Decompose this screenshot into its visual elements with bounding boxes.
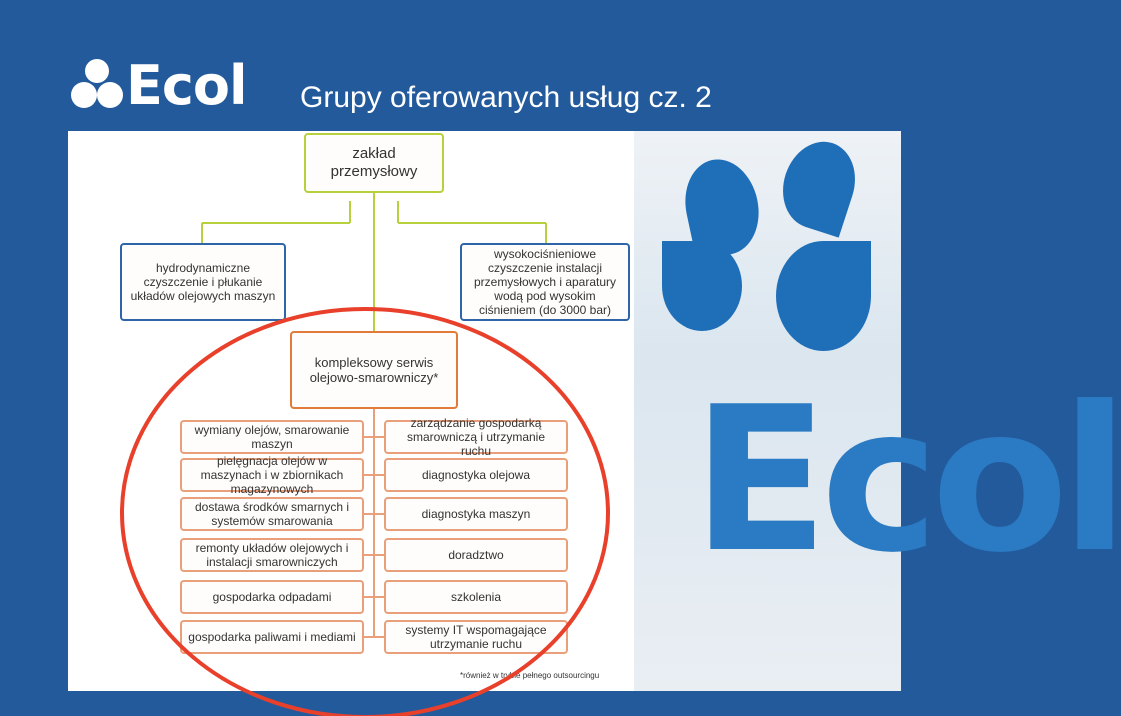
right-item-box: systemy IT wspomagające utrzymanie ruchu xyxy=(384,620,568,654)
left-blue-box: hydrodynamiczne czyszczenie i płukanie układów olejowych maszyn xyxy=(120,243,286,321)
core-box: kompleksowy serwis olejowo-smarowniczy* xyxy=(290,331,458,409)
right-item-box: diagnostyka olejowa xyxy=(384,458,568,492)
logo-drops-icon xyxy=(70,55,126,121)
right-blue-box: wysokociśnieniowe czyszczenie instalacji przemysłowych i aparatury wodą pod wysokim ciśnieniem (do 3000 bar) xyxy=(460,243,630,321)
left-item-box: gospodarka odpadami xyxy=(180,580,364,614)
right-item-box: zarządzanie gospodarką smarowniczą i utrzymanie ruchu xyxy=(384,420,568,454)
left-item-box: gospodarka paliwami i mediami xyxy=(180,620,364,654)
right-item-box: doradztwo xyxy=(384,538,568,572)
right-item-box: szkolenia xyxy=(384,580,568,614)
logo-text: Ecol xyxy=(126,54,247,117)
diagram-panel xyxy=(68,131,1121,691)
left-item-box: remonty układów olejowych i instalacji smarowniczych xyxy=(180,538,364,572)
top-box: zakład przemysłowy xyxy=(304,133,444,193)
left-item-box: wymiany olejów, smarowanie maszyn xyxy=(180,420,364,454)
slide-title: Grupy oferowanych usług cz. 2 xyxy=(300,81,712,114)
left-item-box: pielęgnacja olejów w maszynach i w zbiornikach magazynowych xyxy=(180,458,364,492)
background-logo-text: Ecol xyxy=(692,364,1121,597)
right-item-box: diagnostyka maszyn xyxy=(384,497,568,531)
left-item-box: dostawa środków smarnych i systemów smarowania xyxy=(180,497,364,531)
ecol-logo xyxy=(70,55,255,121)
footnote: *również w trybie pełnego outsourcingu xyxy=(460,671,600,680)
